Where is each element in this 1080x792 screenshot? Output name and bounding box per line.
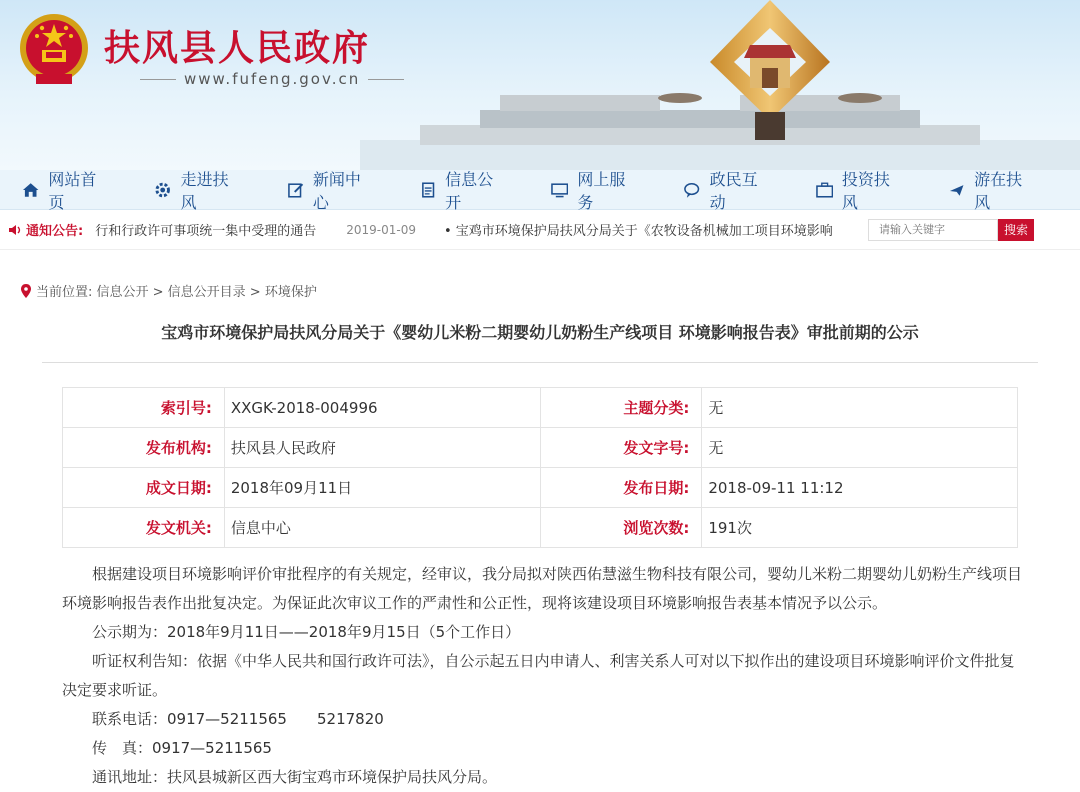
main-nav	[0, 170, 1080, 210]
meta-key: 发文机关:	[63, 508, 225, 548]
table-row	[63, 468, 1018, 508]
paragraph: 根据建设项目环境影响评价审批程序的有关规定，经审议，我分局拟对陕西佑慧滋生物科技有限公司，婴幼儿米粉二期婴幼儿奶粉生产线项目环境影响报告表作出批复决定。为保证此次审议工作的严肃性和公正性，现将该建设项目环境影响报告表基本情况予以公示。	[62, 565, 1023, 612]
table-row	[63, 508, 1018, 548]
meta-key: 成文日期:	[63, 468, 225, 508]
paragraph: 联系电话：0917—5211565 5217820	[92, 710, 384, 728]
nav-news-label: 新闻中心	[312, 169, 361, 212]
monitor-icon	[551, 181, 568, 199]
nav-about[interactable]	[154, 167, 242, 213]
notice-link-1[interactable]: 行和行政许可事项统一集中受理的通告	[95, 224, 317, 239]
page-title: 宝鸡市环境保护局扶风分局关于《婴幼儿米粉二期婴幼儿奶粉生产线项目 环境影响报告表》审批前期的公示	[161, 323, 919, 342]
meta-value: 2018-09-11 11:12	[702, 468, 1018, 508]
location-pin-icon	[20, 284, 32, 298]
notice-link-2[interactable]: • 宝鸡市环境保护局扶风分局关于《农牧设备机械加工项目环境影响	[443, 224, 833, 239]
notice-date-1: 2019-01-09	[346, 222, 416, 237]
nav-invest-label: 投资扶风	[841, 169, 890, 212]
nav-news[interactable]	[287, 167, 375, 213]
nav-info[interactable]	[419, 167, 507, 213]
meta-key: 发布机构:	[63, 428, 225, 468]
document-icon	[419, 181, 436, 199]
meta-value: 信息中心	[224, 508, 540, 548]
nav-home[interactable]	[22, 167, 110, 213]
breadcrumb	[20, 281, 317, 300]
article-body	[62, 560, 1022, 792]
nav-service-label: 网上服务	[577, 169, 626, 212]
table-row	[63, 388, 1018, 428]
meta-value: 扶风县人民政府	[224, 428, 540, 468]
nav-travel-label: 游在扶风	[974, 169, 1023, 212]
title-divider	[42, 362, 1038, 363]
meta-value: XXGK-2018-004996	[224, 388, 540, 428]
notice-label: 通知公告:	[26, 224, 84, 239]
meta-table	[62, 387, 1018, 548]
meta-key: 发文字号:	[540, 428, 702, 468]
meta-value: 无	[702, 388, 1018, 428]
meta-key: 主题分类:	[540, 388, 702, 428]
meta-key: 发布日期:	[540, 468, 702, 508]
gear-icon	[154, 181, 171, 199]
breadcrumb-text[interactable]: 当前位置: 信息公开 > 信息公开目录 > 环境保护	[36, 285, 317, 300]
nav-info-label: 信息公开	[445, 169, 494, 212]
home-icon	[22, 181, 39, 199]
plane-icon	[948, 181, 965, 199]
nav-travel[interactable]	[948, 167, 1036, 213]
site-url: www.fufeng.gov.cn	[132, 70, 412, 88]
meta-value: 191次	[702, 508, 1018, 548]
nav-invest[interactable]	[816, 167, 904, 213]
paragraph: 听证权利告知：依据《中华人民共和国行政许可法》，自公示起五日内申请人、利害关系人可对以下拟作出的建设项目环境影响评价文件批复决定要求听证。	[62, 652, 1015, 699]
notice-bar	[0, 210, 1080, 250]
site-title: 扶风县人民政府	[104, 27, 371, 69]
nav-interaction-label: 政民互动	[709, 169, 758, 212]
nav-about-label: 走进扶风	[180, 169, 229, 212]
site-banner	[0, 0, 1080, 170]
paragraph: 传 真：0917—5211565	[92, 739, 272, 757]
national-emblem-icon	[18, 12, 90, 88]
table-row	[63, 428, 1018, 468]
search-input[interactable]	[868, 219, 998, 241]
nav-interaction[interactable]	[683, 167, 771, 213]
paragraph: 通讯地址：扶风县城新区西大街宝鸡市环境保护局扶风分局。	[92, 768, 498, 786]
edit-icon	[287, 181, 304, 199]
paragraph: 公示期为：2018年9月11日——2018年9月15日（5个工作日）	[92, 623, 521, 641]
meta-key: 索引号:	[63, 388, 225, 428]
nav-service[interactable]	[551, 167, 639, 213]
meta-value: 无	[702, 428, 1018, 468]
briefcase-icon	[816, 181, 833, 199]
chat-icon	[683, 181, 700, 199]
speaker-icon	[8, 224, 22, 236]
meta-value: 2018年09月11日	[224, 468, 540, 508]
meta-key: 浏览次数:	[540, 508, 702, 548]
building-illustration	[360, 0, 1080, 170]
search-button[interactable]: 搜索	[998, 219, 1034, 241]
nav-home-label: 网站首页	[48, 169, 97, 212]
